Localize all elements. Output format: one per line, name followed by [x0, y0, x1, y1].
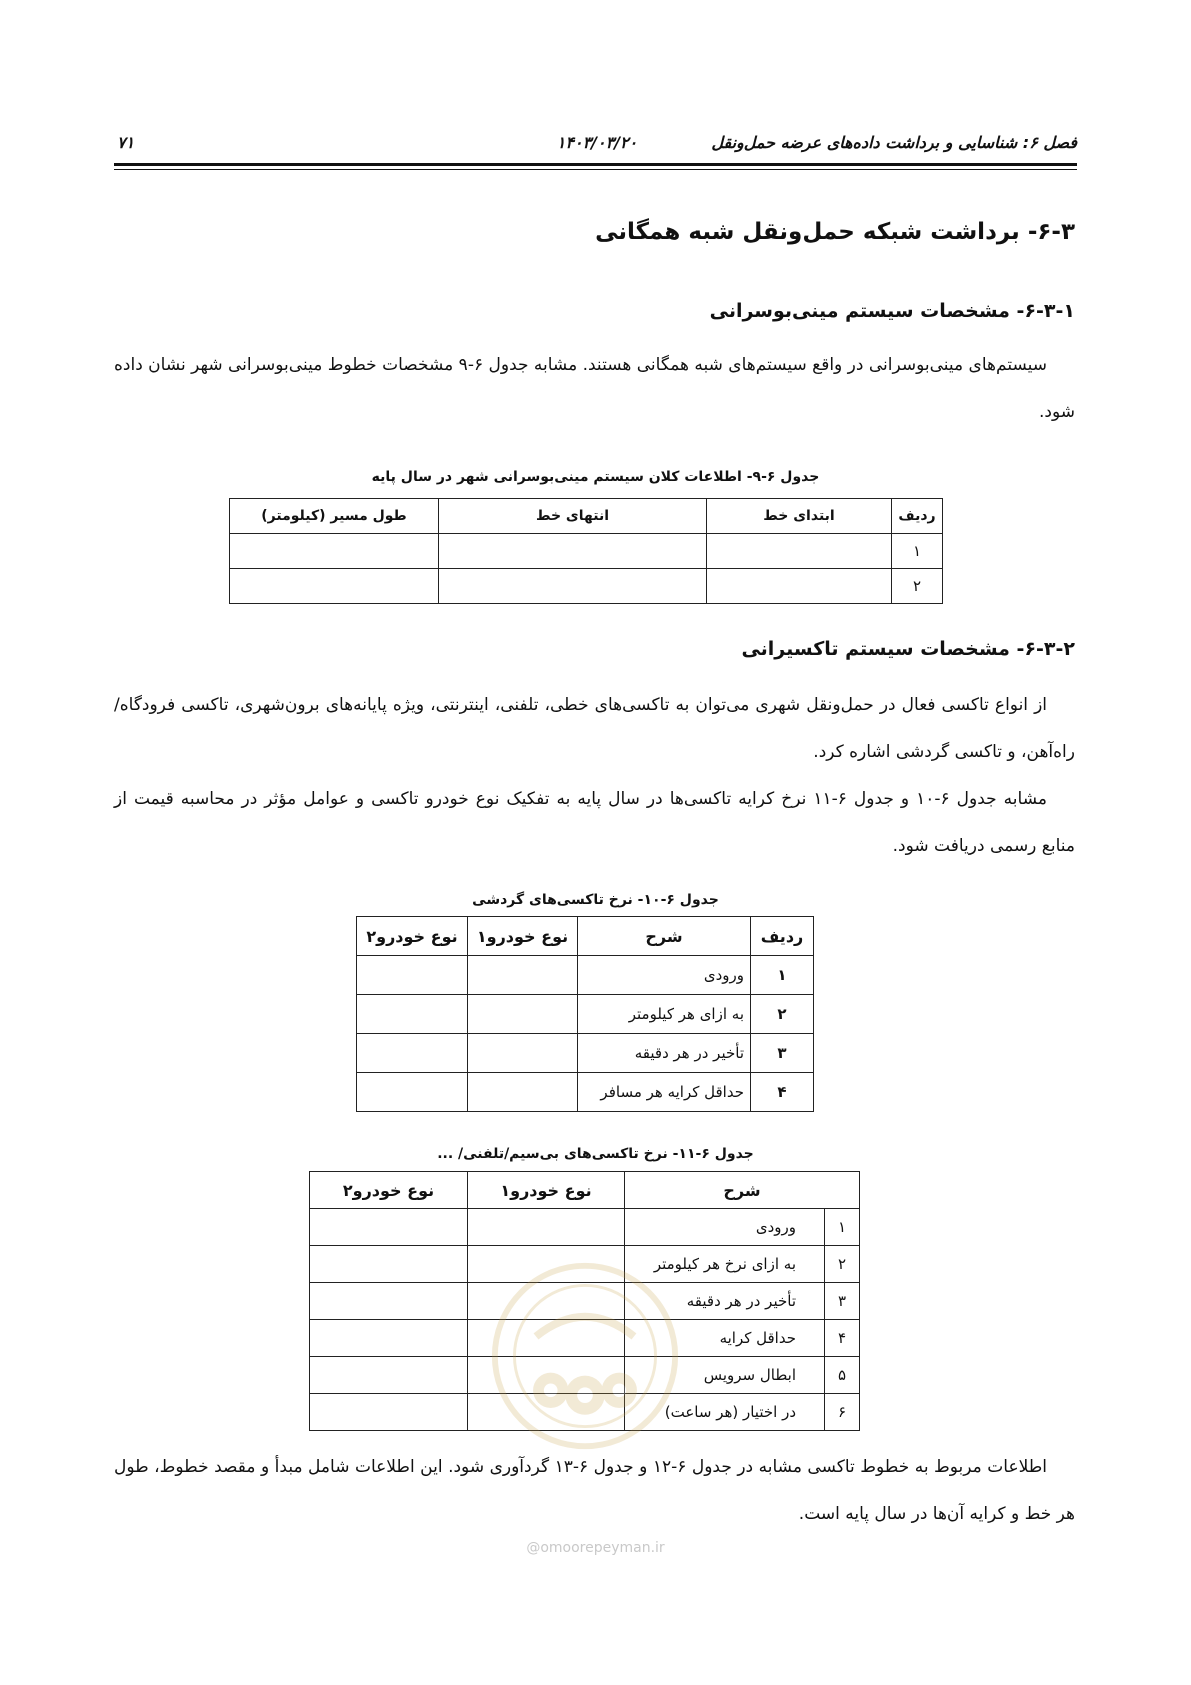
- table-circular-taxi: [356, 916, 814, 1112]
- row-description: به ازای نرخ هر کیلومتر: [625, 1246, 825, 1283]
- table-cell: [468, 1034, 578, 1073]
- table2-caption: جدول ۶-۱۰- نرخ تاکسی‌های گردشی: [472, 892, 719, 908]
- row-description: ورودی: [625, 1209, 825, 1246]
- row-description: ورودی: [578, 956, 751, 995]
- row-number: ۶: [825, 1394, 860, 1431]
- row-number: ۳: [825, 1283, 860, 1320]
- row-number: ۱: [892, 534, 943, 569]
- table-cell: [707, 569, 892, 604]
- row-number: ۵: [825, 1357, 860, 1394]
- table-header-cell: نوع خودرو۱: [468, 917, 578, 956]
- table-cell: [310, 1283, 468, 1320]
- row-description: ابطال سرویس: [625, 1357, 825, 1394]
- watermark-logo: [487, 1258, 683, 1454]
- table-header-cell: ردیف: [751, 917, 814, 956]
- chapter-title: فصل ۶: شناسایی و برداشت داده‌های عرضه حمل‌ونقل: [711, 133, 1077, 152]
- table-header-cell: نوع خودرو۱: [468, 1172, 625, 1209]
- watermark-text: @omoorepeyman.ir: [526, 1540, 665, 1556]
- table-row: [230, 569, 943, 604]
- row-description: تأخیر در هر دقیقه: [625, 1283, 825, 1320]
- table-header-cell: نوع خودرو۲: [357, 917, 468, 956]
- table-row: [357, 1034, 814, 1073]
- row-number: ۲: [751, 995, 814, 1034]
- table-cell: [357, 1073, 468, 1112]
- table-cell: [468, 1073, 578, 1112]
- row-number: ۲: [892, 569, 943, 604]
- table-cell: [310, 1209, 468, 1246]
- row-description: در اختیار (هر ساعت): [625, 1394, 825, 1431]
- header-rule-thick: [114, 163, 1077, 166]
- table-header-cell: ردیف: [892, 499, 943, 534]
- table-cell: [357, 995, 468, 1034]
- table-cell: [357, 1034, 468, 1073]
- row-number: ۱: [751, 956, 814, 995]
- table-minibus: [229, 498, 943, 604]
- table-cell: [468, 1209, 625, 1246]
- row-number: ۱: [825, 1209, 860, 1246]
- table-header-cell: شرح: [625, 1172, 860, 1209]
- row-number: ۴: [751, 1073, 814, 1112]
- row-number: ۲: [825, 1246, 860, 1283]
- table-cell: [310, 1394, 468, 1431]
- table1-caption: جدول ۶-۹- اطلاعات کلان سیستم مینی‌بوسرانی شهر در سال پایه: [371, 469, 820, 485]
- row-description: تأخیر در هر دقیقه: [578, 1034, 751, 1073]
- row-description: به ازای هر کیلومتر: [578, 995, 751, 1034]
- table-row: [310, 1209, 860, 1246]
- table-header-cell: شرح: [578, 917, 751, 956]
- table-row: [230, 534, 943, 569]
- table3-caption: جدول ۶-۱۱- نرخ تاکسی‌های بی‌سیم/تلفنی/ ...: [437, 1146, 754, 1162]
- table-cell: [707, 534, 892, 569]
- subsection-heading-taxi: ۶-۳-۲- مشخصات سیستم تاکسیرانی: [741, 638, 1075, 660]
- table-row: [357, 995, 814, 1034]
- table-row: [357, 956, 814, 995]
- table-cell: [439, 534, 707, 569]
- page-number: ۷۱: [117, 133, 135, 152]
- table-cell: [230, 534, 439, 569]
- table-cell: [468, 995, 578, 1034]
- table-row: [357, 1073, 814, 1112]
- row-number: ۴: [825, 1320, 860, 1357]
- paragraph-minibus: سیستم‌های مینی‌بوسرانی در واقع سیستم‌های شبه همگانی هستند. مشابه جدول ۶-۹ مشخصات خطوط مینی‌بوسرانی شهر نشان داده شود.: [114, 355, 1075, 422]
- table-header-cell: انتهای خط: [439, 499, 707, 534]
- table-header-cell: نوع خودرو۲: [310, 1172, 468, 1209]
- paragraph-taxi-fares: مشابه جدول ۶-۱۰ و جدول ۶-۱۱ نرخ کرایه تاکسی‌ها در سال پایه به تفکیک نوع خودرو تاکسی و عوامل مؤثر در محاسبه قیمت از منابع رسمی دریافت شود.: [114, 789, 1075, 856]
- table-cell: [310, 1357, 468, 1394]
- table-cell: [439, 569, 707, 604]
- table-cell: [468, 956, 578, 995]
- row-description: حداقل کرایه هر مسافر: [578, 1073, 751, 1112]
- table-header-cell: ابتدای خط: [707, 499, 892, 534]
- table-header-cell: طول مسیر (کیلومتر): [230, 499, 439, 534]
- subsection-heading-minibus: ۶-۳-۱- مشخصات سیستم مینی‌بوسرانی: [709, 300, 1075, 322]
- header-date: ۱۴۰۳/۰۳/۲۰: [556, 133, 638, 152]
- table-cell: [310, 1246, 468, 1283]
- header-rule-thin: [114, 169, 1077, 170]
- table-cell: [230, 569, 439, 604]
- row-description: حداقل کرایه: [625, 1320, 825, 1357]
- paragraph-taxi-types: از انواع تاکسی فعال در حمل‌ونقل شهری می‌توان به تاکسی‌های خطی، تلفنی، اینترنتی، ویژه پایانه‌های برون‌شهری، تاکسی فرودگاه/ راه‌آهن، و تاکسی گردشی اشاره کرد.: [114, 695, 1075, 762]
- table-cell: [357, 956, 468, 995]
- section-heading: ۶-۳- برداشت شبکه حمل‌ونقل شبه همگانی: [595, 219, 1075, 245]
- row-number: ۳: [751, 1034, 814, 1073]
- table-cell: [310, 1320, 468, 1357]
- page-header: [117, 133, 1077, 161]
- paragraph-taxi-lines: اطلاعات مربوط به خطوط تاکسی مشابه در جدول ۶-۱۲ و جدول ۶-۱۳ گردآوری شود. این اطلاعات شامل مبدأ و مقصد خطوط، طول هر خط و کرایه آن‌ها در سال پایه است.: [114, 1457, 1075, 1524]
